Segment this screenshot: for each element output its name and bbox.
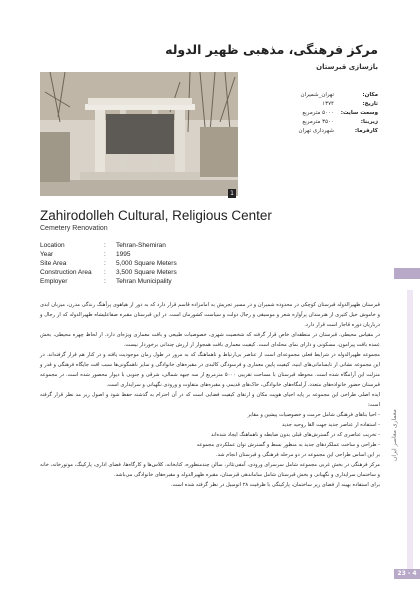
info-en-value: Tehran-Shemiran [116,242,166,249]
info-en-key: Employer [40,278,68,285]
page-number: 23 - 4 [394,569,420,579]
info-en-value: 5,000 Square Meters [116,260,177,267]
info-en-row: Site Area : 5,000 Square Meters [40,260,177,267]
paragraph: مجموعه ظهیرالدوله در شرایط فعلی مجموعه‌ای است از عناصر بی‌ارتباط و ناهماهنگ که به مرور در طول زمان موجودیت یافته و در کنار هم قرار گرفته‌اند. در این مجموعه نشانی از نابسامانی‌های ابنیه، کیفیت پایین معماری و فرسودگی کالبدی در مقبره‌های خانوادگی و سایر ناهمگونی‌ها سبب افت جایگاه فرهنگی و قدر و منزلت این آرامگاه شده است. محوطه قبرستان با مساحت تقریبی ۵۰۰۰ مترمربع از سه جبهه شمالی، شرقی و جنوبی با دیوار محصور شده است. در مجموعه قبرستان حضور خانواده‌های متعدد، آرامگاه‌های خانوادگی، خاک‌های قدیمی و مقبره‌های متفاوت و ورودی نگهبانی و سرایداری است. [40,352,380,388]
paragraph: ایده اصلی طراحی این مجموعه بر پایه احیای هویت مکان و ارتقای کیفیت فضایی است که در آن احترام به گذشته حفظ شود و اصول زیر مد نظر قرار گرفته است: [40,392,380,408]
info-fa-value: تهران_شمیران [300,92,334,98]
list-item: - تخریب عناصری که در گسترش‌های قبلی بدون ضابطه و ناهماهنگ ایجاد شده‌اند [211,432,380,438]
info-en-row: Year : 1995 [40,251,131,258]
info-en-value: 3,500 Square Meters [116,269,177,276]
info-fa-key: مکان: [362,92,378,98]
info-fa-key: زیربنا: [360,119,378,125]
info-fa-value: شهرداری تهران [298,128,334,134]
project-photo [40,72,238,196]
info-fa-key: وسعت سایت: [340,110,378,116]
info-fa-row [260,110,378,119]
info-en-row: Employer : Tehran Municipality [40,278,172,285]
info-en-key: Construction Area [40,269,92,276]
paragraph: مرکز فرهنگی در بخش غربی مجموعه شامل سرسرای ورودی، آمفی‌تئاتر، سالن چندمنظوره، کتابخانه، کلاس‌ها و کارگاه‌ها، فضای اداری، پارکینگ، موتورخانه، خانه و ساختمان سرایداری و نگهبانی و بخش قبرستان شامل ساماندهی قبرستان، مقبره ظهیرالدوله و مقبره‌های خانوادگی می‌باشد. [40,462,380,478]
info-fa [260,92,378,137]
info-fa-row [260,128,378,137]
info-en-key: Year [40,251,54,258]
paragraph: بر این اساس طراحی این مجموعه در دو مرحله فرهنگی و قبرستان انجام شد. [215,452,380,458]
body-text [40,300,380,490]
info-fa-value: ۵۰۰۰ مترمربع [302,110,334,116]
info-fa-row [260,92,378,101]
info-fa-row [260,101,378,110]
info-en-row: Location : Tehran-Shemiran [40,242,166,249]
paragraph: برای استفاده بهینه از فضای زیر ساختمان، پارکینگی با ظرفیت ۲۸ اتومبیل در نظر گرفته شده است. [170,482,380,488]
page-subtitle-fa: بازسازی قبرستان [316,63,378,71]
page-title-fa: مرکز فرهنگی، مذهبی ظهیر الدوله [165,42,378,57]
info-en-value: 1995 [116,251,131,258]
info-en [40,241,177,286]
info-en-value: Tehran Municipality [116,278,172,285]
info-en-key: Site Area [40,260,67,267]
paragraph: قبرستان ظهیرالدوله قبرستان کوچکی در محدوده شمیران و در مسیر تجریش به امامزاده قاسم قرار دارد که به دور از هیاهوی پرآهنگ زندگی مدرن، میزبان ابدی و خاموش خیل کثیری از هنرمندان پرآوازه شعر و موسیقی و رجال دولت و سیاست کشورمان است. در این قبرستان مقبره صفاعلیشاه ظهیرالدوله که از رجال و درباریان دوره قاجار است قرار دارد. [40,302,380,328]
info-fa-value: ۳۵۰۰ مترمربع [302,119,334,125]
paragraph: در مقیاس محیطی، قبرستان در منطقه‌ای خاص قرار گرفته که شخصیت شهری، خصوصیات طبیعی و بافت معماری ویژه‌ای دارد. از لحاظ چهره محیطی، بخش عمده بافت پیرامون، مسکونی و دارای نمای محله‌ای است. کیفیت معماری بافت همجوار از ارزش چندانی برخوردار نیست. [40,332,380,348]
info-en-row: Construction Area : 3,500 Square Meters [40,269,177,276]
list-item: - استفاده از عناصر جدید جهت القا روحیه جدید [282,422,380,428]
list-item: - طراحی و ساخت عملکردهای جدید به منظور بسط و گسترش توان عملکردی مجموعه [196,442,380,448]
photo-number: 1 [228,189,236,198]
page-title-en: Zahirodolleh Cultural, Religious Center [40,208,272,223]
info-fa-key: تاریخ: [362,101,378,107]
info-fa-row [260,119,378,128]
info-fa-key: کارفرما: [354,128,378,134]
info-en-key: Location [40,242,65,249]
page-subtitle-en: Cemetery Renovation [40,225,108,232]
list-item: - احیا بناهای فرهنگی شامل حرمت و خصوصیات پیشین و مقابر [247,412,380,418]
info-fa-value: ۱۳۷۴ [322,101,334,107]
sidebar-label: معماری معاصر ایران [391,409,398,461]
accent-block-top [394,268,420,279]
